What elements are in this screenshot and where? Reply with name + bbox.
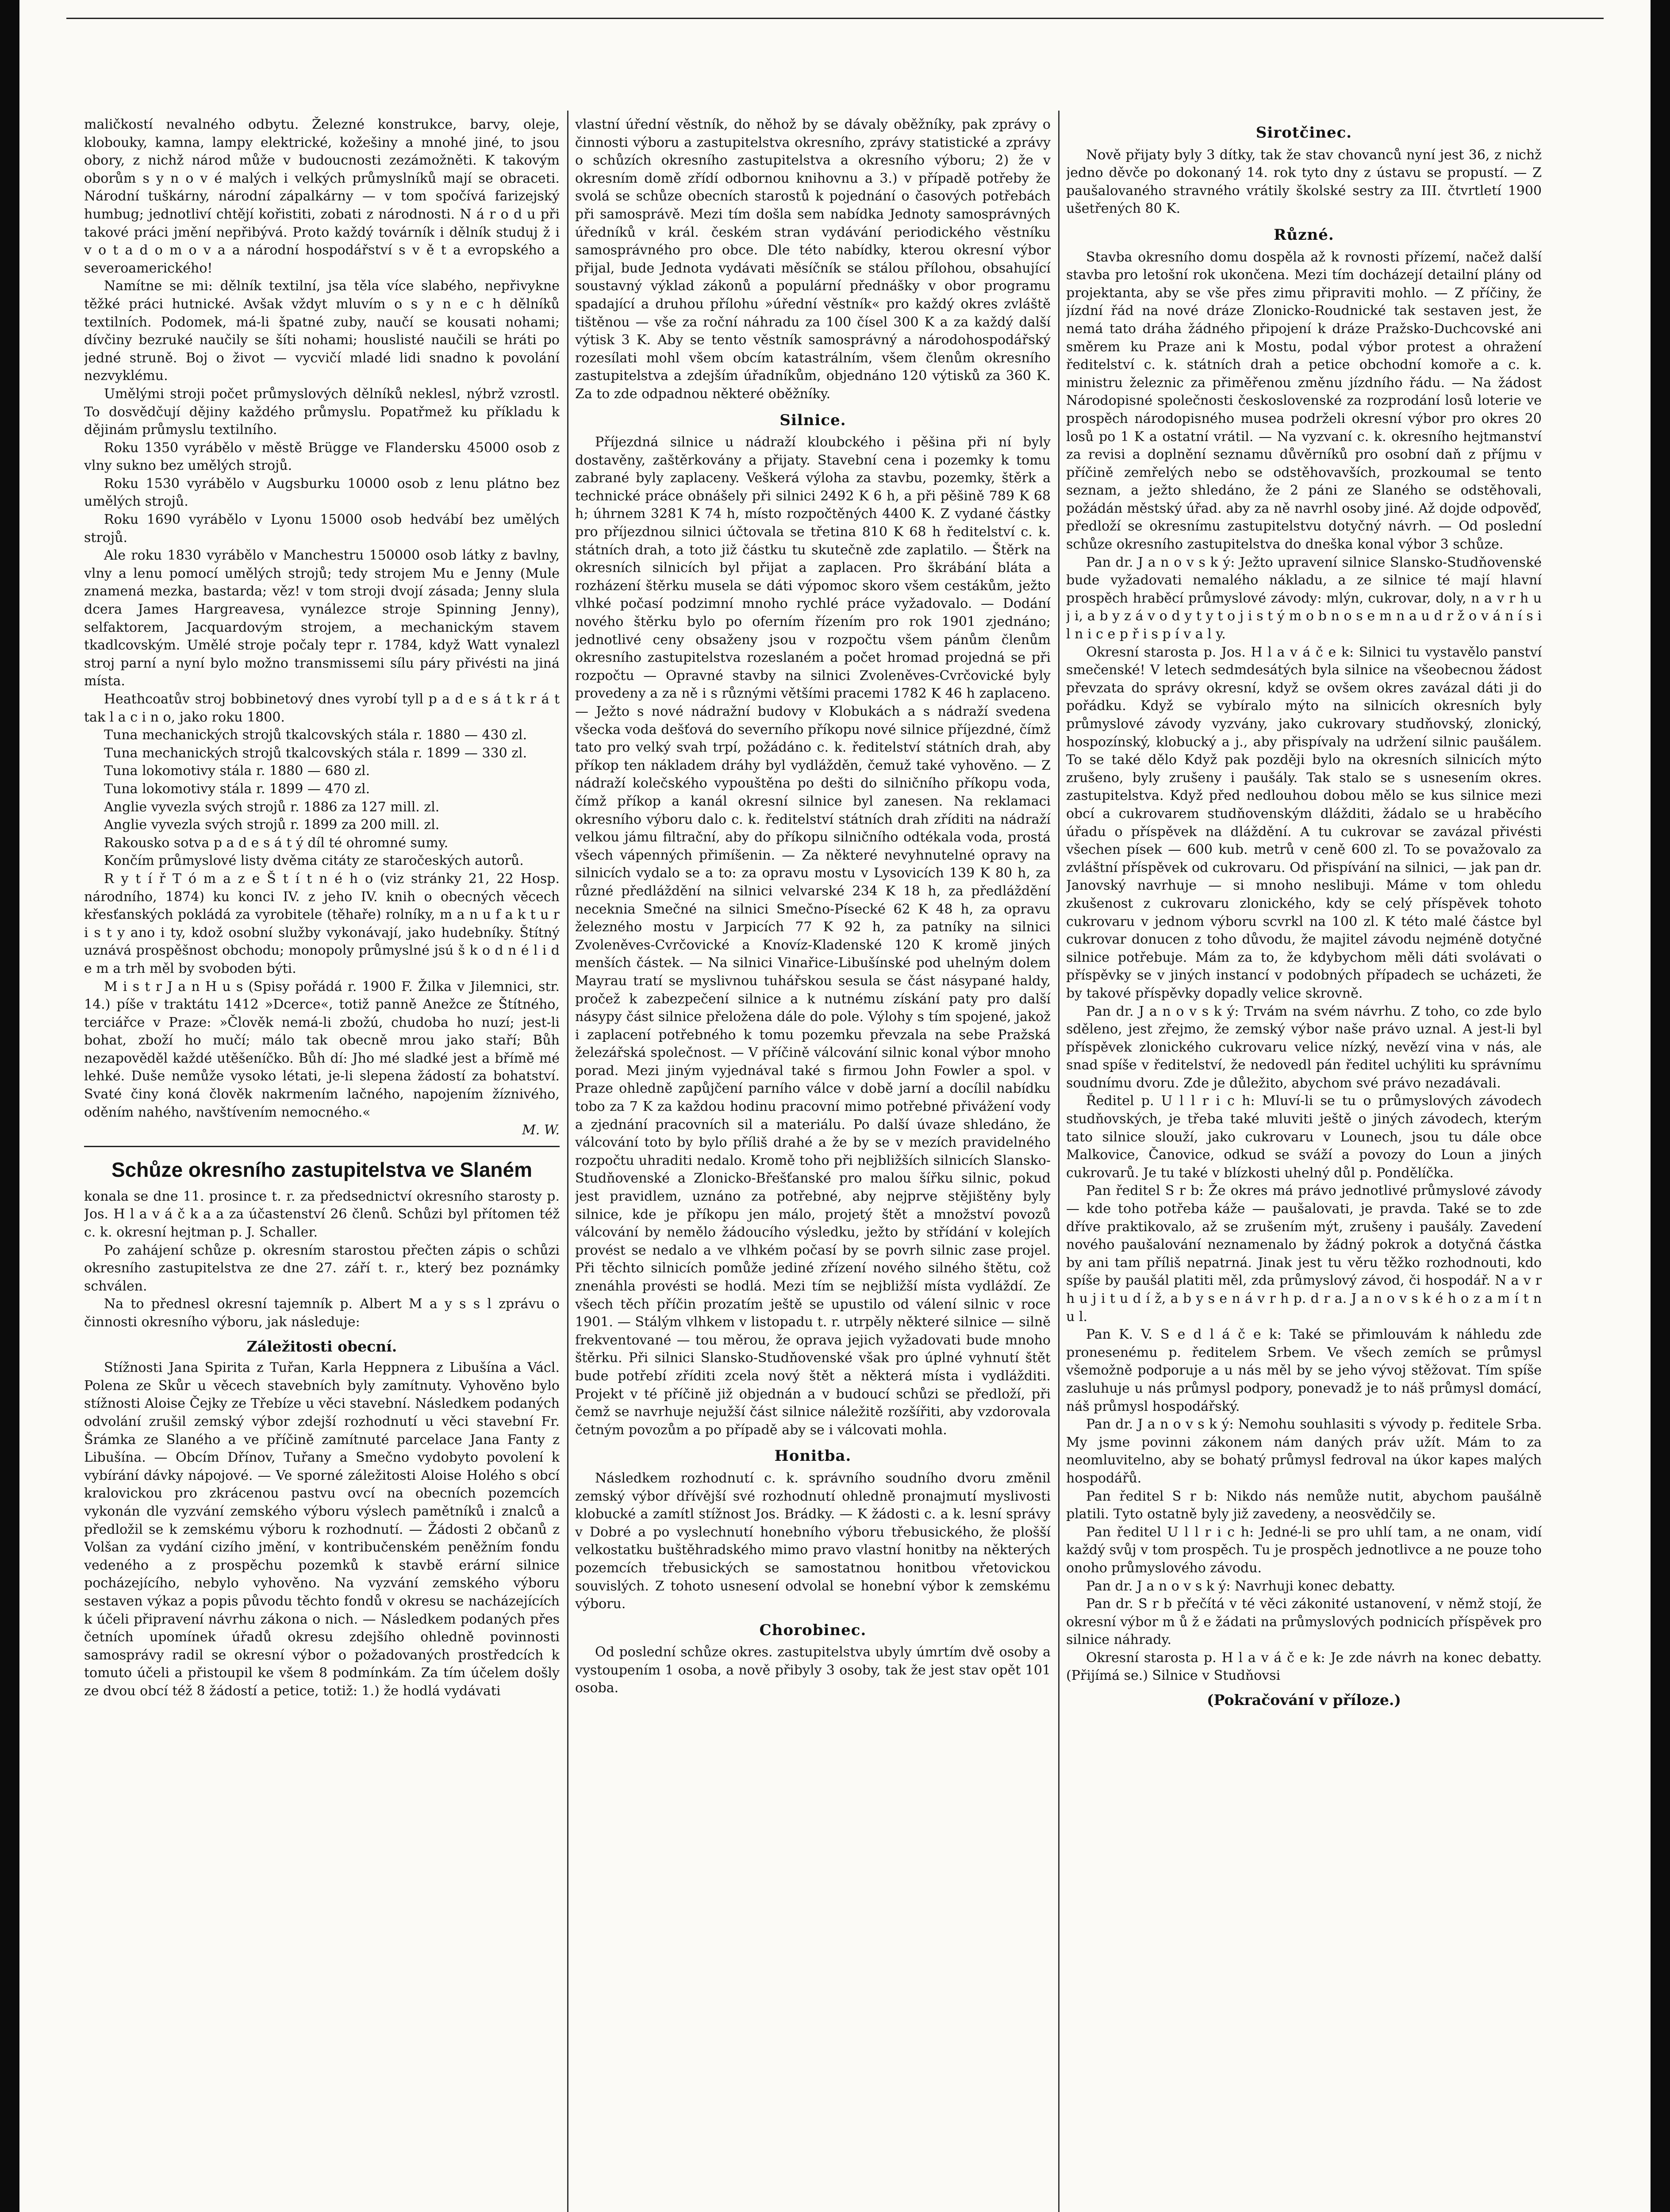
paragraph: Končím průmyslové listy dvěma citáty ze staročeských autorů. <box>104 853 524 869</box>
paragraph: vlastní úřední věstník, do něhož by se dávaly oběžníky, pak zprávy o činnosti výboru a zastupitelstva okresního, zprávy statistické a zprávy o schůzích okresního zastupitelstva a okresního výboru; 2) že v okresním domě zřídí odbornou knihovnu a 3.) v případě potřeby že svolá se schůze obecních starostů k pojednání o časových potřebách při samosprávě. Mezi tím došla sem nabídka Jednoty samosprávných úředníků v král. českém stran vydávání periodického věstníku samosprávného pro obce. Dle této nabídky, kterou okresní výbor přijal, bude Jednota vydávati měsíčník se stálou přílohou, obsahující soustavný výklad zákonů a populární přednášky v obor programu spadající a druhou přílohu »úřední věstník« pro každý okres zvláště tištěnou — vše za roční náhradu za 100 čísel 300 K a za každý další výtisk 3 K. Aby se tento věstník samosprávný a národohospodářský rozesílati mohl všem obcím katastrálním, všem členům okresního zastupitelstva a zdejším úřadníkům, objednáno 120 výtisků za 360 K. Za to zde odpadnou některé oběžníky. <box>575 117 1051 402</box>
paragraph: Nově přijaty byly 3 dítky, tak že stav chovanců nyní jest 36, z nichž jedno děvče po dokonaný 14. rok tyto dny z ústavu se propustí. — Z paušalovaného stravného vrátily školské sestry za III. čtvrtletí 1900 ušetřených 80 K. <box>1066 147 1542 217</box>
paragraph: Pan dr. J a n o v s k ý: Trvám na svém návrhu. Z toho, co zde bylo sděleno, jest zřejmo, že zemský výbor naše právo uznal. A jest-li byl příspěvek zlonického cukrovaru velice nízký, nevězí vina v nás, ale snad spíše v ředitelství, že nedovedl pán ředitel uchýliti ku správnímu soudnímu dvoru. Zde je důležito, abychom své právo nezadávali. <box>1066 1003 1542 1091</box>
paragraph: maličkostí nevalného odbytu. Železné konstrukce, barvy, oleje, klobouky, kamna, lampy elektrické, kožešiny a mnohé jiné, to jsou obory, z nichž národ může v budoucnosti zezámožněti. K takovým oborům s y n o v é malých i velkých průmyslníků mají se obraceti. Národní tuškárny, národní zápalkárny — v tom spočívá farizejský humbug; jednotliví chtějí kořistiti, zobati z národnosti. N á r o d u při takové práci jmění nepřibývá. Proto každý továrník i dělník studuj ž i v o t a d o m o v a a národní hospodářství s v ě t a evropského a severoamerického! <box>84 117 560 276</box>
paragraph: M i s t r J a n H u s (Spisy pořádá r. 1900 F. Žilka v Jilemnici, str. 14.) píše v traktátu 1412 »Dcerce«, totiž panně Anežce ze Štítného, terciářce v Praze: »Člověk nemá-li zbožú, chudoba ho nuzí; jest-li bohat, zboží ho mučí; málo tak obecně mrou jako staří; Bůh nezapověděl každé utěšeníčko. Bůh dí: Jho mé sladké jest a břímě mé lehké. Duše nemůže vysoko létati, je-li slepena žádostí za bohatství. Svaté činy koná člověk nakrmením lačného, napojením žíznivého, oděním nahého, navštívením nemocného.« <box>84 979 560 1120</box>
paragraph: Okresní starosta p. Jos. H l a v á č e k: Silnici tu vystavělo panství smečenské! V letech sedmdesátých byla silnice na všeobecnou žádost převzata do správy okresní, když se ovšem okres zavázal dáti ji do pořádku. Když se vybíralo mýto na silnicích okresních byly průmyslové závody vyzvány, jako cukrovary studňovský, zlonický, hospozínský, klobucký a j., aby přispívaly na udržení silnic paušálem. To se také dělo Když pak později bylo na okresních silnicích mýto zrušeno, byly zrušeny i paušály. Tak stalo se s usnesením okres. zastupitelstva. Když před nedlouhou dobou mělo se kus silnice mezi obcí a cukrovarem studňovenským dlážditi, žádalo se u hraběcího úřadu o příspěvek na dláždění. A tu cukrovar se zavázal přivésti všechen písek — 600 kub. metrů v ceně 600 zl. To se považovalo za zvláštní příspěvek od cukrovaru. Od přispívání na silnici, — jak pan dr. Janovský navrhuje — si mnoho neslibuji. Máme v tom ohledu zkušenost z cukrovaru zlonického, kdy se celý příspěvek tohoto cukrovaru v jednom výboru scvrkl na 100 zl. K této malé částce byl cukrovar donucen z toho důvodu, že majitel závodu nejméně dotyčné silnice potřebuje. Mám za to, že kdybychom měli dáti svolávati o příspěvky se v jiných instancí v podobných případech se ucházeti, že by takové příspěvky dopadly velice skrovně. <box>1066 644 1542 1001</box>
section-heading-chorobinec: Chorobinec. <box>759 1621 867 1639</box>
paragraph: Roku 1690 vyrábělo v Lyonu 15000 osob hedvábí bez umělých strojů. <box>84 512 560 545</box>
scan-edge-left <box>0 0 19 2212</box>
section-heading-sirotcinec: Sirotčinec. <box>1255 124 1352 142</box>
paragraph: Ředitel p. U l l r i c h: Mluví-li se tu o průmyslových závodech studňovských, je třeba také mluviti ještě o jiných závodech, kterým tato silnice slouží, jako cukrovaru v Lounech, jsou tu dále obce Malkovice, Čanovice, odkud se sváží a povozy do Loun a jiných cukrovarů. Je tu také v blízkosti uhelný důl p. Pondělíčka. <box>1066 1093 1542 1181</box>
paragraph: Roku 1530 vyrábělo v Augsburku 10000 osob z lenu plátno bez umělých strojů. <box>84 476 560 510</box>
paragraph: R y t í ř T ó m a z e Š t í t n é h o (viz stránky 21, 22 Hosp. národního, 1874) ku konci IV. z jeho IV. knih o obecných věcech křesťanských pokládá za vyrobitele (těhaře) rolníky, m a n u f a k t u r i s t y ano i ty, kdož osobní služby vykonávají, jako hudebníky. Štítný uznává prospěšnost obchodu; monopoly průmyslné jsú š k o d n é l i d e m a trh měl by svoboden býti. <box>84 871 560 976</box>
column-2 <box>575 116 1051 2212</box>
paragraph: Rakousko sotva p a d e s á t ý díl té ohromné sumy. <box>104 835 449 851</box>
paragraph: Pan ředitel S r b: Že okres má právo jednotlivé průmyslové závody — kde toho potřeba káže — paušalovati, je pravda. Také se to zde dříve praktikovalo, až se zrušením mýt, zrušeny i paušály. Zavedení nového paušalování neznamenalo by žádný pokrok a dotyčná částka by ani tam příliš nepatrná. Jinak jest tu věru těžko rozhodnouti, kdo spíše by paušál platiti měl, zda průmyslový závod, či hospodář. N a v r h u j i t u d í ž, a b y s e n á v r h p. d r a. J a n o v s k é h o z a m í t n u l. <box>1066 1183 1542 1325</box>
column-1 <box>84 116 560 2212</box>
paragraph: Pan dr. J a n o v s k ý: Nemohu souhlasiti s vývody p. ředitele Srba. My jsme povinni zákonem nám daných práv užít. Mám to za neomluvitelno, aby se bohatý průmysl fedroval na úkor kapes malých hospodářů. <box>1066 1417 1542 1486</box>
section-heading-silnice: Silnice. <box>779 411 846 429</box>
paragraph: Anglie vyvezla svých strojů r. 1899 za 200 mill. zl. <box>104 817 440 833</box>
column-divider-2 <box>1058 111 1060 2212</box>
paragraph: Po zahájení schůze p. okresním starostou přečten zápis o schůzi okresního zastupitelstva ze dne 27. září t. r., který bez poznámky schválen. <box>84 1242 560 1294</box>
column-3 <box>1066 116 1542 2212</box>
subsection-heading: Záležitosti obecní. <box>246 1337 397 1355</box>
paragraph: Roku 1350 vyrábělo v městě Brügge ve Flandersku 45000 osob z vlny sukno bez umělých strojů. <box>84 440 560 474</box>
paragraph: Pan ředitel U l l r i c h: Jedné-li se pro uhlí tam, a ne onam, vidí každý svůj v tom prospěch. Tu je prospěch jednotlivce a ne pouze toho onoho průmyslového závodu. <box>1066 1524 1542 1576</box>
paragraph: Tuna mechanických strojů tkalcovských stála r. 1899 — 330 zl. <box>104 745 527 761</box>
paragraph: Ale roku 1830 vyrábělo v Manchestru 150000 osob látky z bavlny, vlny a lenu pomocí umělých strojů; tedy strojem Mu e Jenny (Mule znamená mezka, bastarda; věz! v tom stroji dvojí zásada; Jenny slula dcera James Hargreavesa, vynálezce stroje Spinning Jenny), selfaktorem, Jacquardovým strojem, a mechanickým stavem tkadlcovským. Umělé stroje počaly tepr r. 1784, když Watt vynalezl stroj parní a nyní bylo možno transmissemi sílu páry přivésti na jiná místa. <box>84 548 560 689</box>
paragraph: Na to přednesl okresní tajemník p. Albert M a y s s l zprávu o činnosti okresního výboru, jak následuje: <box>84 1296 560 1330</box>
paragraph: Pan K. V. S e d l á č e k: Také se přimlouvám k náhledu zde pronesenému p. ředitelem Srbem. Ve všech zemích se průmysl všemožně podporuje a u nás měl by se jeho vývoj stěžovat. Tím spíše zasluhuje u nás průmysl podpory, ponevadž je to náš průmysl domácí, náš průmysl hospodářský. <box>1066 1327 1542 1414</box>
paragraph: Umělými stroji počet průmyslových dělníků neklesl, nýbrž vzrostl. To dosvědčují dějiny každého průmyslu. Popatřmež ku příkladu k dějinám průmyslu textilního. <box>84 386 560 438</box>
scan-edge-right <box>1651 0 1670 2212</box>
paragraph: Anglie vyvezla svých strojů r. 1886 za 127 mill. zl. <box>104 799 440 815</box>
paragraph: Stížnosti Jana Spirita z Tuřan, Karla Heppnera z Libušína a Václ. Polena ze Skůr u věcech stavebních byly zamítnuty. Vyhověno bylo stížnosti Aloise Čejky ze Třebíze u věci stavební. Následkem podaných odvolání zrušil zemský výbor zdejší rozhodnutí u věci stavební Fr. Šrámka ze Slaného a ve příčině zamítnuté parcelace Jana Fanty z Libušína. — Obcím Dřínov, Tuřany a Smečno vydobyto povolení k vybírání dávky nápojové. — Ve sporné záležitosti Aloise Holého s obcí kralovickou pro zkrácenou pastvu ovcí na obecních pozemcích vykonán dle vyzvání zemského výboru výslech pamětníků i znalců a předložil se k zemskému výboru k rozhodnutí. — Žádosti 2 občanů z Volšan za vydání cizího jmění, v kontribučenském peněžním fondu vedeného a z prospěchu pozemků k stavbě erární silnice pocházejícího, nebylo vyhověno. Na vyzvání zemského výboru sestaven výkaz a popis původu těchto fondů v okresu se nacházejících k účeli připravení návrhu zákona o nich. — Následkem podaných přes četních upomínek úřadů okresu zdejšího ohledně povinnosti samosprávy radil se okresní výbor o požadovaných prostředcích k tomuto účeli a přistoupil ke všem 8 podmínkám. Za tím účelem došly ze dvou obcí též 8 žádostí a petice, totiž: 1.) že hodlá vydávati <box>84 1360 560 1699</box>
section-heading-ruzne: Různé. <box>1274 226 1334 244</box>
paragraph: konala se dne 11. prosince t. r. za předsednictví okresního starosty p. Jos. H l a v á č k a a za účastenství 26 členů. Schůzi byl přítomen též c. k. okresní hejtman p. J. Schaller. <box>84 1188 560 1240</box>
section-heading-honitba: Honitba. <box>774 1447 852 1465</box>
paragraph: Tuna mechanických strojů tkalcovských stála r. 1880 — 430 zl. <box>104 727 527 743</box>
paragraph: Pan dr. J a n o v s k ý: Ježto upravení silnice Slansko-Studňovenské bude vyžadovati nemalého nákladu, a ze silnice té mají hlavní prospěch hraběcí průmyslové závody: mlýn, cukrovar, doly, n a v r h u j i, a b y z á v o d y t y t o j i s t ý m o b n o s e m n a u d r ž o v á n í s i l n i c e p ř i s p í v a l y. <box>1066 554 1542 642</box>
article-headline: Schůze okresního zastupitelstva ve Slaném <box>111 1158 532 1181</box>
paragraph: Okresní starosta p. H l a v á č e k: Je zde návrh na konec debatty. (Přijímá se.) Silnice v Studňovsi <box>1066 1650 1542 1684</box>
paragraph: Následkem rozhodnutí c. k. správního soudního dvoru změnil zemský výbor dřívější své rozhodnutí ohledně pronajmutí myslivosti klobucké a zamítl stížnost Jos. Brádky. — K žádosti c. a k. lesní správy v Dobré a po vyslechnutí honebního výboru třebusického, že plošší velkostatku buštěhradského mimo pravo vlastní honitby na některých pozemcích třebusických se samostatnou honitbou vřetovickou souvislých. Z tohoto usnesení odvolal se honební výbor k zemskému výboru. <box>575 1470 1051 1612</box>
paragraph: Pan dr. J a n o v s k ý: Navrhuji konec debatty. <box>1086 1578 1395 1594</box>
continuation-note: (Pokračování v příloze.) <box>1207 1691 1401 1709</box>
paragraph: Od poslední schůze okres. zastupitelstva ubyly úmrtím dvě osoby a vystoupením 1 osoba, a nově přibyly 3 osoby, tak že jest stav opět 101 osoba. <box>575 1644 1051 1696</box>
column-divider-1 <box>567 111 568 2212</box>
author-signature: M. W. <box>522 1122 560 1138</box>
section-rule <box>84 1146 560 1147</box>
paragraph: Příjezdná silnice u nádraží kloubckého i pěšina při ní byly dostavěny, zaštěrkovány a přijaty. Stavební cena i pozemky k tomu zabrané byly zaplaceny. Veškerá výloha za stavbu, pozemky, štěrk a technické práce obnášely při silnici 2492 K 6 h, a při pěšině 789 K 68 h; úhrnem 3281 K 74 h, místo rozpočtěných 4400 K. Z vydané částky pro příjezdnou silnici účtovala se třetina 810 K 68 h ředitelství c. k. státních drah, a toto již částku tu skutečně zde zaplatilo. — Štěrk na okresních silnicích byl přijat a zaplacen. Pro škrábání bláta a rozházení štěrku musela se dáti výpomoc skoro všem cestákům, ježto vlhké počasí podzimní mnoho rychlé práce vyžadovalo. — Dodání nového štěrku bylo po oferním řízením pro rok 1901 zjednáno; jednotlivé ceny obsaženy jsou v rozpočtu všem pánům členům okresního zastupitelstva rozeslaném a počet hromad projedná se při rozpočtu — Opravné stavby na silnici Zvoleněves-Cvrčovické byly provedeny a za ně i s různými většími pracemi 1782 K 46 h zaplaceno. — Ježto s nové nádražní budovy v Klobukách a s nádraží svedena všecka voda dešťová do severního příkopu nové silnice příjezdné, čímž tato pro velký svah trpí, požádáno c. k. ředitelství státních drah, aby příkop ten nákladem dráhy byl vydlážděn, čemuž také vyhověno. — Z nádraží kolečského vypouštěna po dešti do silničního příkopu voda, čímž příkop a kanál okresní silnice byl zanesen. Na reklamaci okresního výboru dalo c. k. ředitelství státních drah zříditi na nádraží velkou jámu filtrační, aby do příkopu silničního odtékala voda, prostá všech vápenných přimíšenin. — Za některé nevyhnutelné opravy na silnicích vydalo se a to: za opravu mostu v Lysovicích 139 K 80 h, za různé předláždění na silnici velvarské 234 K 18 h, za předláždění neceknia Smečné na silnici Smečno-Písecké 62 K 48 h, za opravu železného mostu v Jarpicích 77 K 92 h, za patníky na silnici Zvoleněves-Cvrčovické a Knovíz-Kladenské 120 K kromě jiných menších částek. — Na silnici Vinařice-Libušínské pod uhelným dolem Mayrau tratí se myslivnou tuhářskou sesula se část násypané haldy, pročež k zabezpečení silnice a k nutnému získání paty pro další násypy část silnice přeložena dále do pole. Výlohy s tím spojené, jakož i zaplacení potřebného k tomu pozemku převzala na sebe Pražská železářská společnost. — V příčině válcování silnic konal výbor mnoho porad. Mezi jiným vyjednával také s firmou John Fowler a spol. v Praze ohledně zapůjčení parního válce v době jarní a docílil nabídku tobo za 7 K za každou hodinu pracovní mimo potřebné přivážení vody a zjednání pracovních sil a materiálu. Po další úvaze shledáno, že válcování toto by bylo příliš drahé a že by se v mezích pravidelného rozpočtu uhraditi nedalo. Kromě toho při nejbližších silnicích Slansko-Studňovenské a Zlonicko-Břešťanské pro malou šířku silnic, pokud jest pravidlem, uznáno za potřebné, aby nejprve stějištěny byly silnice, kde je příkopu jen málo, projetý štět a množství povozů válcování by nemělo žádoucího výsledku, ježto by střídání v kolejích provést se nedalo a ve vlhkém počasí by se povrh silnic zase projel. Při těchto silnicích pomůže jediné zřízení nového silného štětu, což znenáhla provésti se hodlá. Mezi tím se nejbližší místa vydláždí. Ze všech těch příčin prozatím ještě se upustilo od válení silnic v roce 1901. — Stálým vlhkem v listopadu t. r. utrpěly některé silnice — silně frekventované — tou měrou, že oprava jejich vyžadovati bude mnoho štěrku. Při silnici Slansko-Studňovenské však pro úplné vyhnutí štět bude potřebí zříditi zcela nový štět a některá místa i vydlážditi. Projekt v té příčině již objednán a v budoucí schůzi se předloží, při čemž se navrhuje nejužší část silnice náležitě rozšířiti, aby vzdorovala četným povozům a po případě aby se i válcovati mohla. <box>575 434 1051 1438</box>
paragraph: Tuna lokomotivy stála r. 1880 — 680 zl. <box>104 763 370 779</box>
paragraph: Pan ředitel S r b: Nikdo nás nemůže nutit, abychom paušálně platili. Tyto ostatně byly již zavedeny, a neosvědčily se. <box>1066 1488 1542 1522</box>
paragraph: Tuna lokomotivy stála r. 1899 — 470 zl. <box>104 781 370 797</box>
paragraph: Pan dr. S r b přečítá v té věci zákonité ustanovení, v němž stojí, že okresní výbor m ů ž e žádati na průmyslových podnicích příspěvek pro silnice náhrady. <box>1066 1596 1542 1648</box>
paragraph: Heathcoatův stroj bobbinetový dnes vyrobí tyll p a d e s á t k r á t tak l a c i n o, jako roku 1800. <box>84 691 560 725</box>
top-rule <box>66 18 1604 19</box>
paragraph: Stavba okresního domu dospěla až k rovnosti přízemí, načež další stavba pro letošní rok ukončena. Mezi tím docházejí detailní plány od projektanta, aby se vše přes zimu připraviti mohlo. — Z příčiny, že jízdní řád na nové dráze Zlonicko-Roudnické tak sestaven jest, že nemá tato dráha žádného připojení k dráze Pražsko-Duchcovské ani směrem ku Praze ani k Mostu, podal výbor protest a ohražení ředitelství c. k. státních drah a petice obchodní komoře a c. k. ministru železnic za přiměřenou změnu jízdního řádu. — Na žádost Národopisné společnosti československé za rozprodání losů loterie ve prospěch národopisného musea podrželi okresní výbor pro okres 20 losů po 1 K a ostatní vrátil. — Na vyzvaní c. k. okresního hejtmanství za revisi a doplnění seznamu důvěrníků pro osobní daň z příjmu v příčině zemřelých nebo se odstěhovavších, prozkoumal se tento seznam, a ježto shledáno, že 2 páni ze Slaného se odstěhovali, požádán městský úřad. aby za ně navrhl osoby jiné. Až dojde odpověď, předloží se okresnímu zastupitelstvu dotyčný návrh. — Od poslední schůze okresního zastupitelstva do dneška konal výbor 3 schůze. <box>1066 249 1542 553</box>
paragraph: Namítne se mi: dělník textilní, jsa těla více slabého, nepřivykne těžké práci hutnické. Avšak vždyt mluvím o s y n e c h dělníků textilních. Podomek, má-li špatné zuby, naučí se kousati nohami; dívčiny bezruké naučily se šíti nohami; houslisté naučili se hráti po jedné struně. Boj o život — vycvičí mladé lidi snadno k povolání nezvyklému. <box>84 278 560 384</box>
